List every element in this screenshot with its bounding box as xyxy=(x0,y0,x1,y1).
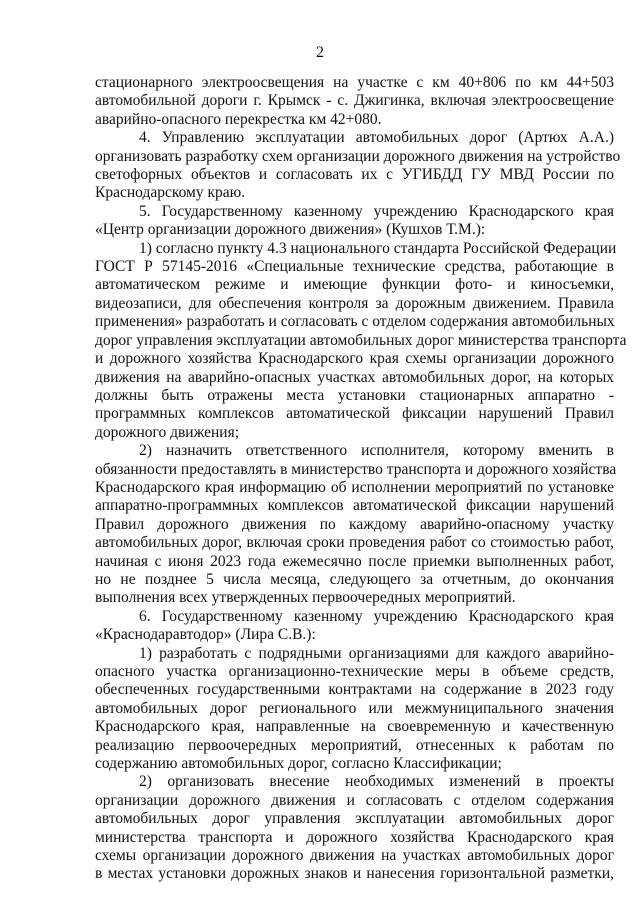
text-line: аппаратно-программных комплексов автоматической фиксации нарушений xyxy=(95,497,614,515)
text-line: опасного участка организационно-технические меры в объеме средств, xyxy=(95,663,614,680)
text-line: обеспеченных государственными контрактами на содержание в 2023 году xyxy=(95,681,614,699)
text-line: Правил дорожного движения по каждому аварийно-опасному участку xyxy=(95,515,614,533)
document-body xyxy=(95,74,627,884)
text-line: «Центр организации дорожного движения» (Кушхов Т.М.): xyxy=(95,221,486,239)
text-line: министерства транспорта и дорожного хозяйства Краснодарского края xyxy=(95,828,614,846)
text-line: Краснодарскому краю. xyxy=(95,184,246,202)
text-line: светофорных объектов и согласовать их с УГИБДД ГУ МВД России по xyxy=(95,166,614,184)
text-line: 2) назначить ответственного исполнителя, которому вменить в xyxy=(139,442,614,460)
text-line: дорог управления эксплуатации автомобильных дорог министерства транспорта xyxy=(95,331,627,349)
text-line: автомобильных дорог управления эксплуатации автомобильных дорог xyxy=(95,810,614,828)
text-line: 1) разработать с подрядными организациями для каждого аварийно- xyxy=(139,644,614,662)
text-line: 1) согласно пункту 4.3 национального стандарта Российской Федерации xyxy=(139,239,617,257)
text-line: автомобильной дороги г. Крымск - с. Джигинка, включая электроосвещение xyxy=(95,92,614,110)
text-line: видеозаписи, для обеспечения контроля за дорожным движением. Правила xyxy=(95,294,614,312)
text-line: автоматическом режиме и имеющие функции фото- и киносъемки, xyxy=(95,276,614,294)
text-line: в местах установки дорожных знаков и нанесения горизонтальной разметки, xyxy=(95,865,614,883)
text-line: программных комплексов автоматической фиксации нарушений Правил xyxy=(95,405,614,423)
text-line: 5. Государственному казенному учреждению Краснодарского края xyxy=(139,202,614,220)
text-line: 2) организовать внесение необходимых изменений в проекты xyxy=(139,773,614,791)
text-line: стационарного электроосвещения на участке с км 40+806 по км 44+503 xyxy=(95,74,614,91)
text-line: выполнения всех утвержденных первоочередных мероприятий. xyxy=(95,589,516,607)
text-line: организовать разработку схем организации дорожного движения на устройство xyxy=(95,147,621,165)
text-line: ГОСТ Р 57145-2016 «Специальные технические средства, работающие в xyxy=(95,258,614,276)
text-line: автомобильных дорог, включая сроки проведения работ со стоимостью работ, xyxy=(95,534,614,552)
text-line: «Краснодаравтодор» (Лира С.В.): xyxy=(95,626,316,644)
page-number: 2 xyxy=(316,44,324,61)
text-line: содержанию автомобильных дорог, согласно Классификации; xyxy=(95,755,502,773)
text-line: реализацию первоочередных мероприятий, отнесенных к работам по xyxy=(95,736,614,754)
text-line: должны быть отражены места установки стационарных аппаратно - xyxy=(95,386,614,404)
text-line: 6. Государственному казенному учреждению Краснодарского края xyxy=(139,607,614,625)
text-line: организации дорожного движения и согласовать с отделом содержания xyxy=(95,791,614,809)
text-line: начиная с июня 2023 года ежемесячно после приемки выполненных работ, xyxy=(95,552,614,570)
text-line: схемы организации дорожного движения на участках автомобильных дорог xyxy=(95,847,614,865)
text-line: Краснодарского края, направленные на своевременную и качественную xyxy=(95,718,614,736)
text-line: применения» разработать и согласовать с отделом содержания автомобильных xyxy=(95,313,615,331)
text-line: но не позднее 5 числа месяца, следующего за отчетным, до окончания xyxy=(95,570,614,588)
text-line: автомобильных дорог регионального или межмуниципального значения xyxy=(95,699,614,717)
text-line: Краснодарского края информацию об исполнении мероприятий по установке xyxy=(95,478,614,496)
text-line: и дорожного хозяйства Краснодарского края схемы организации дорожного xyxy=(95,350,614,368)
text-line: движения на аварийно-опасных участках автомобильных дорог, на которых xyxy=(95,368,614,386)
text-line: обязанности предоставлять в министерство транспорта и дорожного хозяйства xyxy=(95,460,617,478)
text-line: дорожного движения; xyxy=(95,423,240,441)
text-line: 4. Управлению эксплуатации автомобильных дорог (Артюх А.А.) xyxy=(139,129,614,147)
text-line: аварийно-опасного перекрестка км 42+080. xyxy=(95,110,382,128)
